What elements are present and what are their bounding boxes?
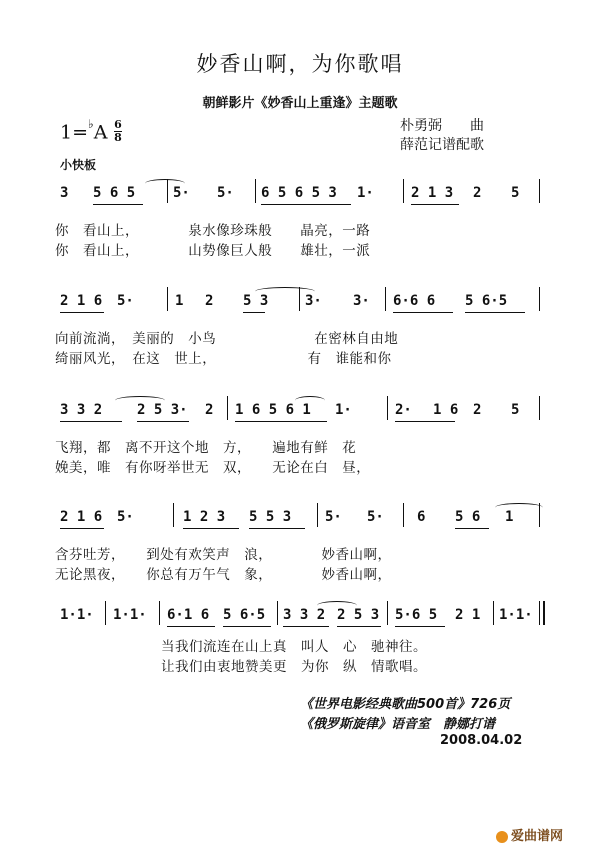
key-signature: 1=♭A (60, 117, 108, 144)
note-group: 5 3 (243, 293, 269, 309)
lyric-line-2: 让我们由衷地赞美更 为你 纵 情歌唱。 (161, 659, 427, 675)
note-group: 1·1· (60, 607, 94, 623)
note-group: 2 5 3 (337, 607, 380, 623)
notation-row (55, 509, 550, 531)
note-group: 2 (473, 185, 482, 201)
time-signature (114, 119, 122, 144)
meter-top: 6 (114, 118, 122, 131)
note-group: 5·6 5 (395, 607, 438, 623)
note-group: 6 (417, 509, 426, 525)
note-group: 5 5 3 (249, 509, 292, 525)
note-group: 1· (357, 185, 374, 201)
note-group: 1·1· (113, 607, 147, 623)
note-group: 2 5 3· (137, 402, 188, 418)
notation-row (55, 185, 550, 207)
notation-row (55, 607, 550, 629)
lyric-line-2: 娩美，唯 有你呀举世无 双， 无论在白 昼， (55, 460, 371, 476)
note-group: 2 (205, 293, 214, 309)
lyricist-credit: 薛范记谱配歌 (400, 137, 484, 153)
note-group: 5· (117, 293, 134, 309)
note-group: 5 (511, 402, 520, 418)
note-group: 2 1 6 (60, 293, 103, 309)
lyric-line-2: 无论黑夜， 你总有万午气 象， 妙香山啊， (55, 567, 392, 583)
note-group: 1 (175, 293, 184, 309)
note-group: 3 (60, 185, 69, 201)
song-subtitle: 朝鲜影片《妙香山上重逢》主题歌 (202, 96, 398, 111)
music-system-4 (55, 509, 550, 599)
lyric-line-1: 含芬吐芳， 到处有欢笑声 浪， 妙香山啊， (55, 547, 392, 563)
note-group: 1 6 5 6 1 (235, 402, 311, 418)
source-citation: 《世界电影经典歌曲500首》726页 (300, 697, 511, 712)
note-group: 2 (473, 402, 482, 418)
note-group: 1 (505, 509, 514, 525)
notation-row (55, 293, 550, 315)
meter-bottom: 8 (114, 131, 122, 144)
music-system-5 (55, 607, 550, 697)
note-group: 1·1· (499, 607, 533, 623)
lyric-line-1: 向前流淌， 美丽的 小鸟 在密林自由地 (55, 331, 399, 347)
note-group: 1· (335, 402, 352, 418)
note-group: 5 6 (455, 509, 481, 525)
music-system-1 (55, 185, 550, 275)
lyric-line-2: 你 看山上， 山势像巨人般 雄壮，一派 (55, 243, 371, 259)
note-group: 3 3 2 (283, 607, 326, 623)
note-group: 2 1 3 (411, 185, 454, 201)
note-group: 5 6·5 (223, 607, 266, 623)
lyric-line-1: 你 看山上， 泉水像珍珠般 晶亮，一路 (55, 223, 371, 239)
notation-row (55, 402, 550, 424)
composer-credit: 朴勇弼 曲 (400, 118, 484, 134)
note-group: 3· (353, 293, 370, 309)
note-group: 5· (325, 509, 342, 525)
transcriber-credit: 《俄罗斯旋律》语音室 静娜打谱 (300, 717, 496, 732)
tempo-marking: 小快板 (60, 158, 97, 172)
music-note-icon (496, 831, 508, 843)
note-group: 6 5 6 5 3 (261, 185, 337, 201)
note-group: 2 1 (455, 607, 481, 623)
note-group: 2 (205, 402, 214, 418)
note-group: 5 6·5 (465, 293, 508, 309)
site-logo: 爱曲谱网 (496, 825, 563, 844)
song-title: 妙香山啊，为你歌唱 (196, 52, 404, 76)
note-group: 5· (117, 509, 134, 525)
note-group: 1 6 (433, 402, 459, 418)
note-group: 5· (173, 185, 190, 201)
note-group: 5 6 5 (93, 185, 136, 201)
lyric-line-2: 绮丽风光， 在这 世上， 有 谁能和你 (55, 351, 392, 367)
note-group: 2· (395, 402, 412, 418)
lyric-line-1: 当我们流连在山上真 叫人 心 驰神往。 (161, 639, 427, 655)
note-group: 5· (367, 509, 384, 525)
note-group: 3 3 2 (60, 402, 103, 418)
music-system-2 (55, 293, 550, 383)
note-group: 2 1 6 (60, 509, 103, 525)
note-group: 5· (217, 185, 234, 201)
music-system-3 (55, 402, 550, 492)
note-group: 3· (305, 293, 322, 309)
note-group: 5 (511, 185, 520, 201)
date-stamp: 2008.04.02 (440, 733, 523, 748)
lyric-line-1: 飞翔，都 离不开这个地 方， 遍地有鲜 花 (55, 440, 357, 456)
note-group: 6·6 6 (393, 293, 436, 309)
note-group: 6·1 6 (167, 607, 210, 623)
note-group: 1 2 3 (183, 509, 226, 525)
